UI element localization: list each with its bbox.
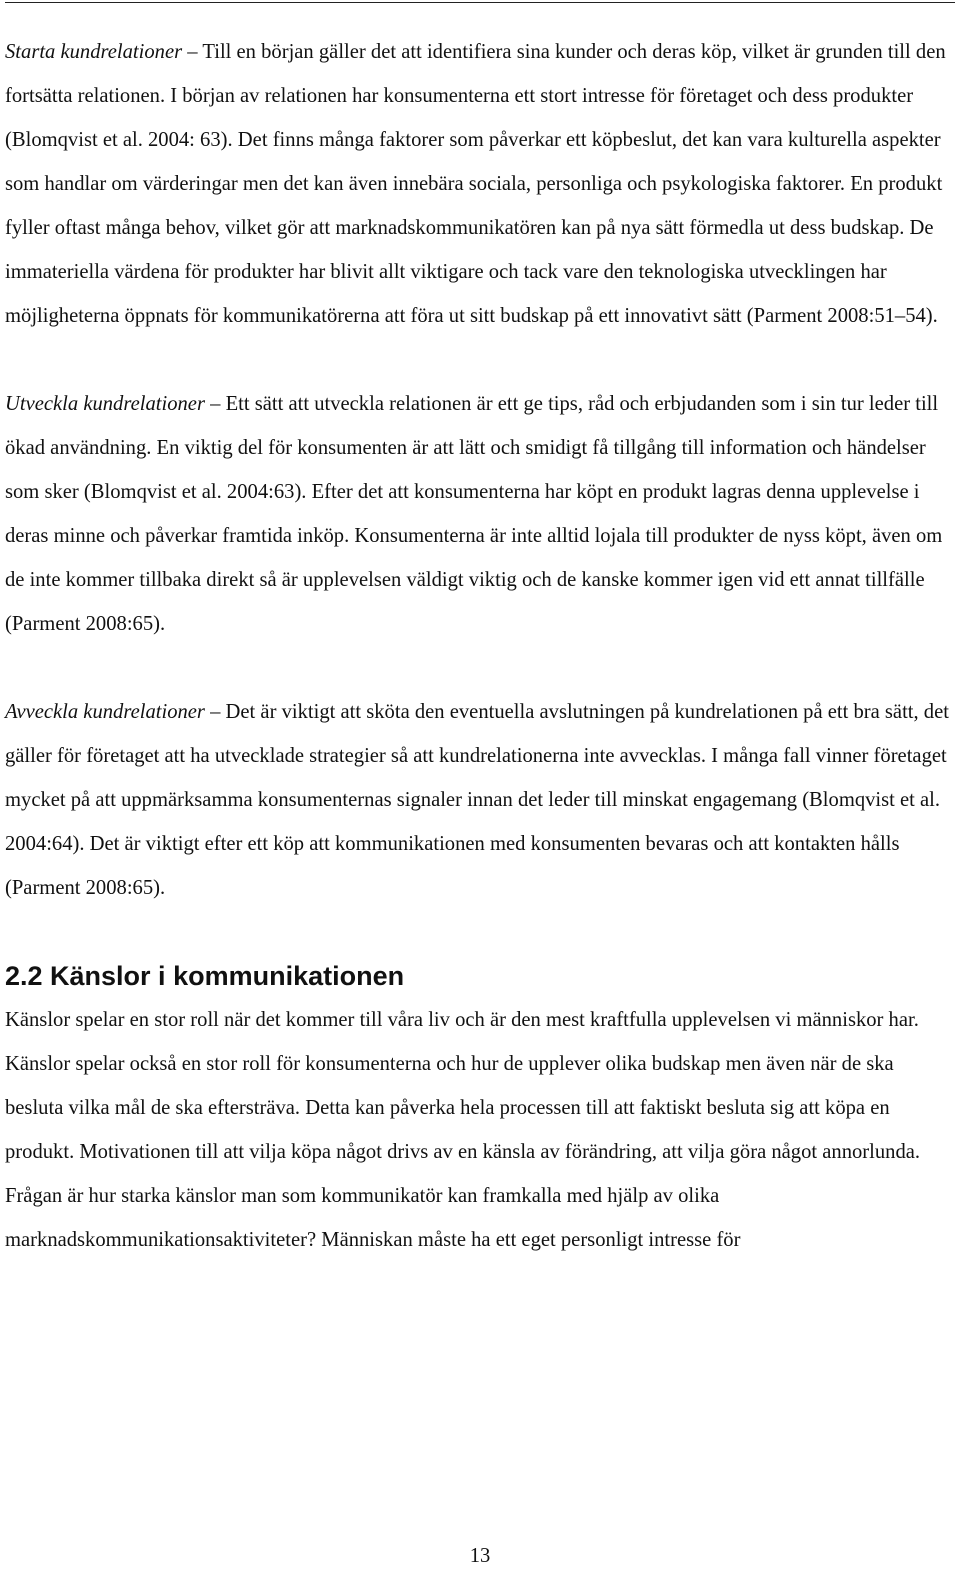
paragraph-starta-kundrelationer	[5, 30, 957, 338]
paragraph-avveckla-kundrelationer	[5, 690, 957, 910]
paragraph-text: – Ett sätt att utveckla relationen är ett ge tips, råd och erbjudanden som i sin tur leder till ökad användning. En viktig del för konsumenten är att lätt och smidigt få tillgång till information och händelser som sker (Blomqvist et al. 2004:63). Efter det att konsumenterna har köpt en produkt lagras denna upplevelse i deras minne och påverkar framtida inköp. Konsumenterna är inte alltid lojala till produkter de nyss köpt, även om de inte kommer tillbaka direkt så är upplevelsen väldigt viktig och de kanske kommer igen vid ett annat tillfälle (Parment 2008:65).	[5, 393, 943, 635]
paragraph-text: – Det är viktigt att sköta den eventuella avslutningen på kundrelationen på ett bra sätt, det gäller för företaget att ha utvecklade strategier så att kundrelationerna inte avvecklas. I många fall vinner företaget mycket på att uppmärksamma konsumenternas signaler innan det leder till minskat engagemang (Blomqvist et al. 2004:64). Det är viktigt efter ett köp att kommunikationen med konsumenten bevaras och att kontakten hålls (Parment 2008:65).	[5, 701, 949, 899]
paragraph-lead-term: Utveckla kundrelationer	[5, 393, 205, 415]
page-number: 13	[469, 1545, 491, 1567]
paragraph-kanslor: Känslor spelar en stor roll när det kommer till våra liv och är den mest kraftfulla upplevelsen vi människor har. Känslor spelar också en stor roll för konsumenterna och hur de upplever olika budskap men även när de ska besluta vilka mål de ska eftersträva. Detta kan påverka hela processen till att faktiskt besluta sig att köpa en produkt. Motivationen till att vilja köpa något drivs av en känsla av förändring, att vilja göra något annorlunda. Frågan är hur starka känslor man som kommunikatör kan framkalla med hjälp av olika marknadskommunikationsaktiviteter? Människan måste ha ett eget personligt intresse för	[5, 1009, 921, 1251]
paragraph-lead-term: Starta kundrelationer	[5, 41, 183, 63]
section-heading: 2.2 Känslor i kommunikationen	[5, 961, 405, 991]
paragraph-text: – Till en början gäller det att identifiera sina kunder och deras köp, vilket är grunden till den fortsätta relationen. I början av relationen har konsumenterna ett stort intresse för företaget och dess produkter (Blomqvist et al. 2004: 63). Det finns många faktorer som påverkar ett köpbeslut, det kan vara kulturella aspekter som handlar om värderingar men det kan även innebära sociala, personliga och psykologiska faktorer. En produkt fyller oftast många behov, vilket gör att marknadskommunikatören kan på nya sätt förmedla ut dess budskap. De immateriella värdena för produkter har blivit allt viktigare och tack vare den teknologiska utvecklingen har möjligheterna öppnats för kommunikatörerna att föra ut sitt budskap på ett innovativt sätt (Parment 2008:51–54).	[5, 41, 946, 327]
paragraph-utveckla-kundrelationer	[5, 382, 957, 646]
paragraph-lead-term: Avveckla kundrelationer	[5, 701, 205, 723]
top-rule	[5, 2, 955, 3]
document-body	[5, 30, 957, 1262]
